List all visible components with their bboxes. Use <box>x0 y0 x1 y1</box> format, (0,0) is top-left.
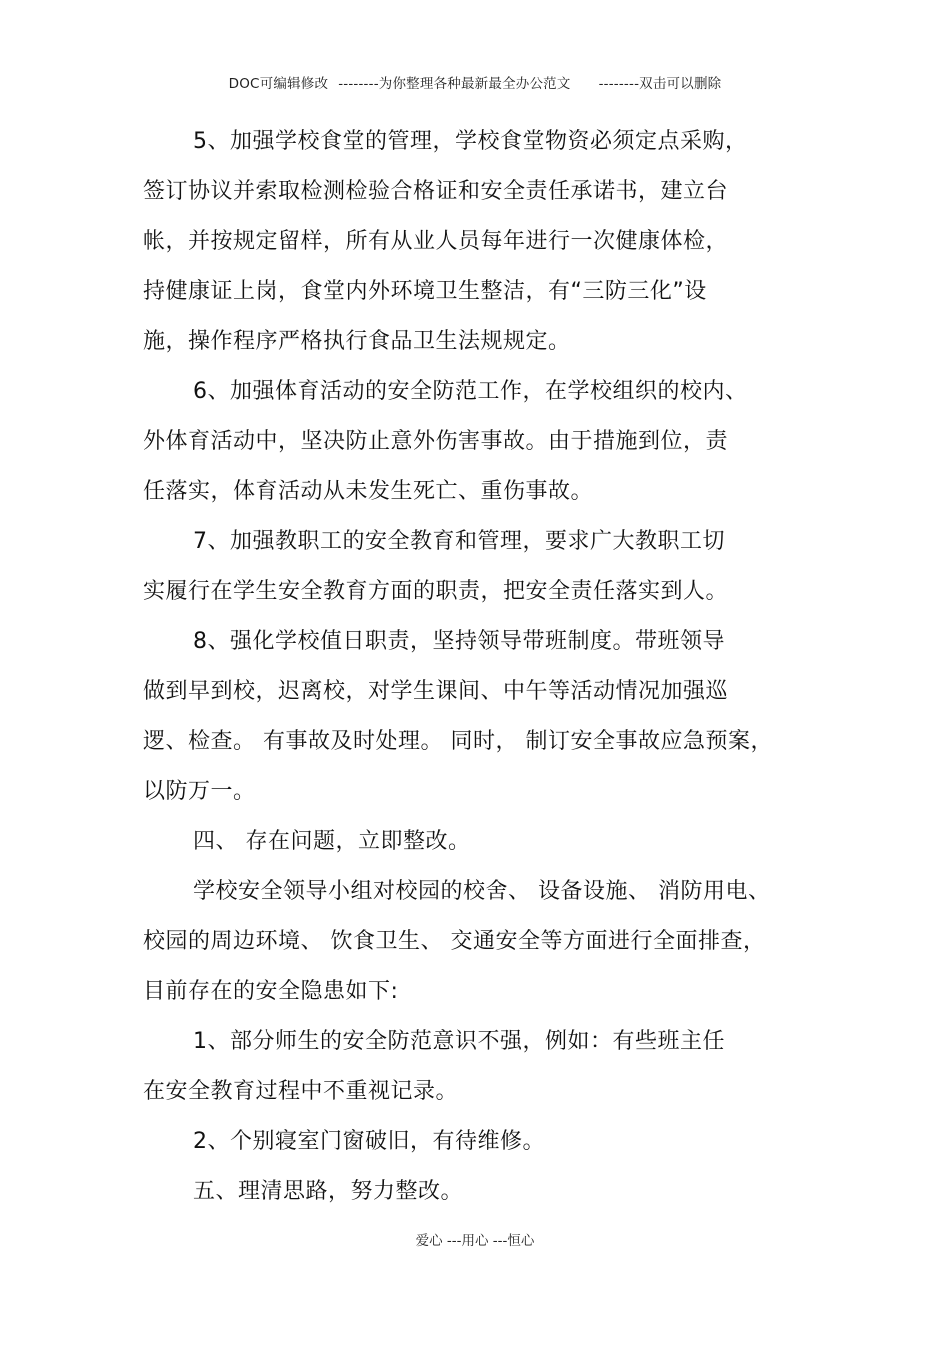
body-line: 2、个别寝室门窗破旧，有待维修。 <box>193 1129 545 1154</box>
page-header <box>0 72 950 92</box>
body-line: 施，操作程序严格执行食品卫生法规规定。 <box>143 329 571 354</box>
body-line: 在安全教育过程中不重视记录。 <box>143 1079 459 1104</box>
body-line: 逻、检查。 有事故及时处理。 同时， 制订安全事故应急预案， <box>143 729 773 754</box>
body-line: 8、强化学校值日职责，坚持领导带班制度。带班领导 <box>193 629 725 654</box>
header-doc-label: DOC可编辑修改 <box>228 76 329 92</box>
body-line: 6、加强体育活动的安全防范工作，在学校组织的校内、 <box>193 379 748 404</box>
section-heading: 五、理清思路，努力整改。 <box>193 1179 464 1204</box>
body-line: 7、加强教职工的安全教育和管理，要求广大教职工切 <box>193 529 725 554</box>
body-line: 学校安全领导小组对校园的校舍、 设备设施、 消防用电、 <box>193 879 771 904</box>
body-line: 实履行在学生安全教育方面的职责，把安全责任落实到人。 <box>143 579 729 604</box>
body-line: 任落实，体育活动从未发生死亡、重伤事故。 <box>143 479 594 504</box>
page-footer: 爱心 ---用心 ---恒心 <box>415 1233 535 1249</box>
body-line: 5、加强学校食堂的管理，学校食堂物资必须定点采购， <box>193 129 748 154</box>
body-line: 帐，并按规定留样，所有从业人员每年进行一次健康体检， <box>143 229 729 254</box>
body-line: 以防万一。 <box>143 779 256 804</box>
body-line: 目前存在的安全隐患如下: <box>143 979 399 1004</box>
body-line: 持健康证上岗，食堂内外环境卫生整洁，有“三防三化”设 <box>143 279 707 304</box>
body-line: 做到早到校，迟离校，对学生课间、中午等活动情况加强巡 <box>143 679 729 704</box>
body-line: 签订协议并索取检测检验合格证和安全责任承诺书，建立台 <box>143 179 729 204</box>
body-line: 1、部分师生的安全防范意识不强，例如：有些班主任 <box>193 1029 725 1054</box>
section-heading: 四、 存在问题，立即整改。 <box>193 829 471 854</box>
body-line: 外体育活动中，坚决防止意外伤害事故。由于措施到位，责 <box>143 429 729 454</box>
header-slogan: --------为你整理各种最新最全办公范文 <box>338 76 571 92</box>
header-delete-hint: --------双击可以删除 <box>598 76 722 92</box>
body-line: 校园的周边环境、 饮食卫生、 交通安全等方面进行全面排查， <box>143 929 766 954</box>
